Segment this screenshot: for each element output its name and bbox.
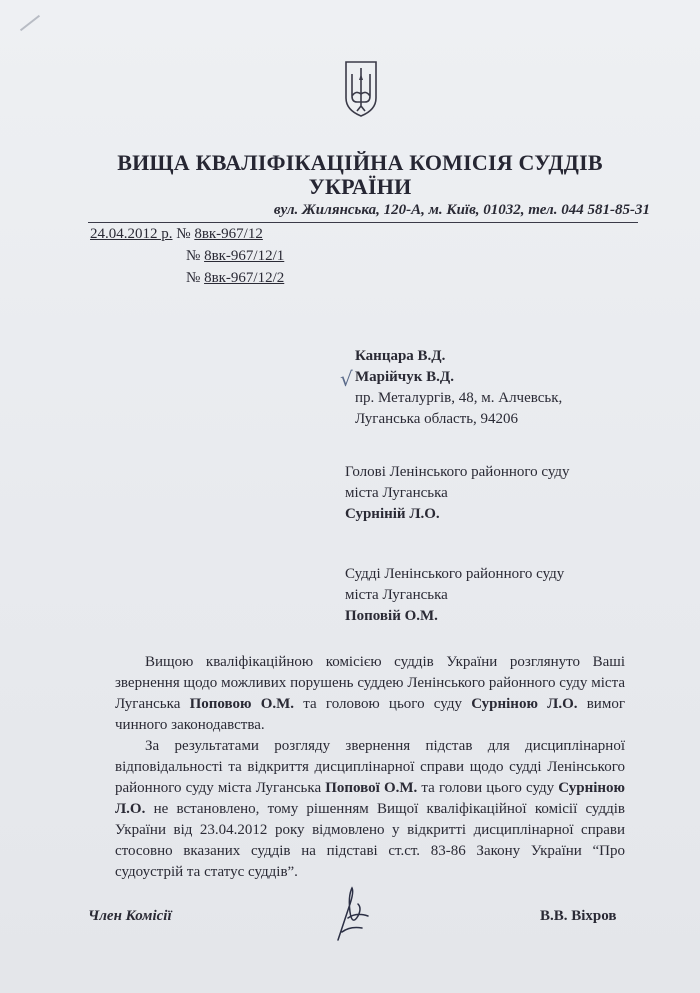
- recipient-line: Судді Ленінського районного суду: [345, 566, 565, 582]
- recipient-line: Поповій О.М.: [345, 608, 438, 624]
- ref-number-sign: №: [186, 270, 201, 286]
- recipient-line: Голові Ленінського районного суду: [345, 464, 570, 480]
- ref-number: 8вк-967/12: [194, 226, 263, 242]
- org-name-line1: ВИЩА КВАЛІФІКАЦІЙНА КОМІСІЯ СУДДІВ: [117, 150, 603, 175]
- body-text-run: Вищою кваліфікаційною комісією суддів України розглянуто Ваші звернення щодо можливих порушень суддею Ленінського районного суду міста Луганська: [115, 654, 625, 712]
- paper-crease: [20, 15, 40, 31]
- body-paragraph-2: [115, 736, 625, 883]
- header-rule: [88, 222, 638, 223]
- ref-line-3: [186, 270, 284, 287]
- recipient-line: міста Луганська: [345, 485, 448, 501]
- body-text-run: Попової О.М.: [325, 780, 418, 796]
- body-text-run: вимог чинного законодавства.: [115, 696, 625, 733]
- ref-line-1: [90, 226, 263, 243]
- signatory-name: В.В. Віхров: [540, 908, 617, 924]
- signatory-role: Член Комісії: [88, 908, 172, 924]
- org-address: вул. Жилянська, 120-А, м. Київ, 01032, тел. 044 581-85-31: [273, 202, 650, 218]
- trident-emblem-icon: [343, 60, 379, 118]
- body-text-run: та головою цього суду: [294, 696, 472, 712]
- ref-date: 24.04.2012 р.: [90, 226, 173, 242]
- body-text-run: Поповою О.М.: [189, 696, 295, 712]
- ref-number: 8вк-967/12/1: [204, 248, 285, 264]
- ref-number-sign: №: [176, 226, 191, 242]
- recipient-block-1: [355, 346, 562, 430]
- body-text-run: Сурніною Л.О.: [471, 696, 578, 712]
- recipient-line: Канцара В.Д.: [355, 348, 446, 364]
- recipient-line: Луганська область, 94206: [355, 411, 519, 427]
- body-paragraph-1: [115, 652, 625, 736]
- body-text-run: За результатами розгляду звернення підстав для дисциплінарної відповідальності та відкриття дисциплінарної справи щодо судді Ленінського районного суду міста Луганська: [115, 738, 625, 796]
- recipient-line: Марійчук В.Д.: [355, 369, 454, 385]
- recipient-line: Сурніній Л.О.: [345, 506, 440, 522]
- check-mark-icon: √: [340, 367, 353, 391]
- ref-number-sign: №: [186, 248, 201, 264]
- recipient-line: пр. Металургів, 48, м. Алчевськ,: [355, 390, 563, 406]
- recipient-block-2: [345, 462, 570, 525]
- recipient-line: міста Луганська: [345, 587, 448, 603]
- body-text-run: та голови цього суду: [417, 780, 559, 796]
- recipient-block-3: [345, 564, 564, 627]
- ref-line-2: [186, 248, 284, 265]
- body-text-run: Сурніною Л.О.: [115, 780, 625, 817]
- letter-body: [115, 652, 625, 883]
- handwritten-signature-icon: [328, 882, 378, 947]
- ref-number: 8вк-967/12/2: [204, 270, 285, 286]
- org-name-line2: УКРАЇНИ: [308, 174, 412, 199]
- body-text-run: не встановлено, тому рішенням Вищої кваліфікаційної комісії суддів України від 23.04.2012 року відмовлено у відкритті дисциплінарної справи стосовно вказаних суддів на підставі ст.ст. 83-86 Закону України “Про судоустрій та статус суддів”.: [115, 801, 625, 880]
